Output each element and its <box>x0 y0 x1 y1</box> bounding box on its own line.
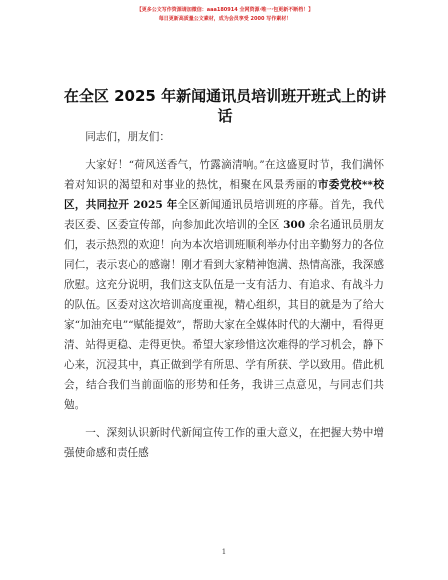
opening-paragraph-part-1: 大家好！“荷风送香气，竹露滴清响。”在这盛夏时节，我们满怀着对知识的渴望和对事业的热忱，相聚在风景秀丽的 <box>64 159 384 191</box>
attendee-count-emphasis: 300 <box>283 219 306 231</box>
page-number: 1 <box>221 548 227 556</box>
venue-emphasis: 市委党校**校区，共同拉开 2025 年 <box>64 179 384 211</box>
opening-paragraph-part-3: 余名通讯员朋友们，表示热烈的欢迎！向为本次培训班顺利举办付出辛勤努力的各位同仁，表示衷心的感谢！刚才看到大家精神饱满、热情高涨，我深感欣慰。这充分说明，我们这支队伍是一支有活力、有追求、有战斗力的队伍。区委对这次培训高度重视，精心组织，其目的就是为了给大家“加油充电”“赋能提效”，帮助大家在全媒体时代的大潮中，看得更清、站得更稳、走得更快。希望大家珍惜这次难得的学习机会，静下心来，沉浸其中，真正做到学有所思、学有所获、学以致用。借此机会，结合我们当前面临的形势和任务，我讲三点意见，与同志们共勉。 <box>64 219 384 411</box>
section-heading-1: 一、深刻认识新时代新闻宣传工作的重大意义，在把握大势中增强使命感和责任感 <box>64 427 384 459</box>
document-title-line-2: 话 <box>217 107 233 125</box>
opening-paragraph-part-2: 全区新闻通讯员培训班的序幕。首先，我代表区委、区委宣传部，向参加此次培训的全区 <box>64 199 384 231</box>
document-title-line-1: 在全区 2025 年新闻通讯员培训班开班式上的讲 <box>63 87 387 105</box>
opening-paragraph <box>64 155 384 415</box>
promo-banner <box>60 6 390 24</box>
promo-banner-line-1: 【更多公文写作资源请加微信：aaa180914 全网资源·唯一·包更新不断档！】 <box>136 7 314 13</box>
document-title <box>40 86 410 126</box>
promo-banner-line-2: 每日更新高质量公文素材，成为会员享受 2000 写作素材！ <box>158 16 292 22</box>
salutation: 同志们，朋友们： <box>85 131 170 143</box>
document-body <box>64 127 384 463</box>
